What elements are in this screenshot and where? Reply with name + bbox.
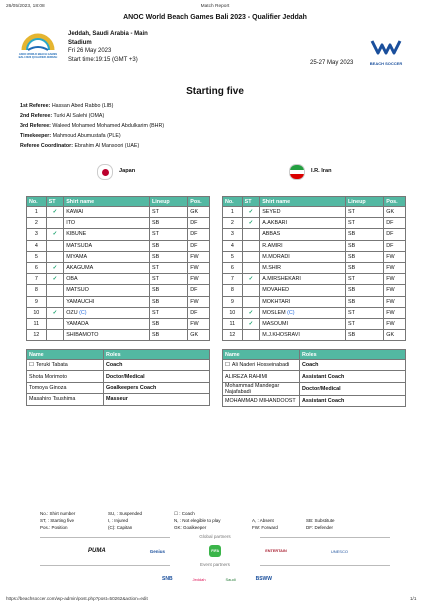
player-number: 3 — [223, 229, 243, 240]
print-page-number: 1/1 — [410, 596, 417, 601]
col-pos: Pos. — [384, 197, 406, 207]
official-row — [27, 371, 210, 382]
official-name: Ali Naderi Hosseinabadi — [231, 362, 290, 369]
official-row — [223, 395, 406, 406]
official-name-cell — [223, 382, 300, 395]
official-name-cell — [223, 360, 300, 371]
player-position: FW — [384, 285, 406, 296]
starting-check-icon — [46, 285, 64, 296]
player-position: FW — [384, 274, 406, 285]
player-position: GK — [188, 330, 210, 341]
player-number: 2 — [27, 218, 47, 229]
referee-line: Referee Coordinator: Ebrahim Al Mansoori (UAE) — [20, 143, 140, 149]
starting-check-icon: ✓ — [242, 274, 260, 285]
home-players-table — [26, 196, 210, 341]
legend-item — [306, 510, 372, 517]
player-position: DF — [384, 229, 406, 240]
official-row — [223, 371, 406, 382]
player-name: OBA — [66, 276, 78, 283]
official-name: ALIREZA RAHIMI — [225, 373, 268, 380]
player-name: KAWAI — [66, 209, 84, 216]
table-row — [223, 251, 406, 262]
table-row — [223, 218, 406, 229]
starting-check-icon — [242, 296, 260, 307]
player-lineup: SB — [150, 218, 188, 229]
print-page-title: Match Report — [200, 4, 230, 9]
legend-row — [40, 524, 372, 531]
legend-item: I, : Injured — [108, 518, 129, 523]
official-role: Assistant Coach — [300, 371, 406, 382]
col-st: ST — [46, 197, 64, 207]
table-row — [223, 274, 406, 285]
player-name-cell — [260, 218, 346, 229]
player-position: GK — [188, 207, 210, 218]
player-name-cell — [64, 274, 150, 285]
official-name-cell — [27, 360, 104, 371]
player-number: 9 — [27, 296, 47, 307]
starting-check-icon — [46, 218, 64, 229]
player-name: M.MORADI — [262, 253, 290, 260]
player-lineup: ST — [150, 307, 188, 318]
home-officials-table — [26, 349, 210, 406]
player-name-cell — [64, 330, 150, 341]
legend-item: A, : Absent — [252, 518, 274, 523]
col-roles: Roles — [104, 350, 210, 360]
player-number: 10 — [223, 307, 243, 318]
player-position: FW — [384, 296, 406, 307]
col-no: No. — [27, 197, 47, 207]
captain-badge: (C) — [79, 309, 87, 316]
player-name-cell — [64, 318, 150, 329]
player-lineup: SB — [346, 330, 384, 341]
unesco-logo: UNESCO — [330, 548, 348, 554]
player-name-cell — [260, 251, 346, 262]
official-role: Assistant Coach — [300, 395, 406, 406]
event-partners-row — [162, 572, 272, 586]
table-row — [27, 218, 210, 229]
table-row — [223, 330, 406, 341]
player-name-cell — [64, 262, 150, 273]
puma-logo: PUMA — [88, 548, 106, 554]
official-row — [223, 360, 406, 371]
player-lineup: SB — [150, 251, 188, 262]
print-datetime: 26/05/2023, 18:08 — [6, 4, 45, 9]
table-row — [27, 307, 210, 318]
table-row — [27, 296, 210, 307]
venue-block — [68, 30, 168, 64]
starting-check-icon: ✓ — [242, 218, 260, 229]
tournament-logo: ANOC WORLD BEACH GAMES BALI 2023 QUALIFIER JEDDAH — [18, 26, 58, 66]
starting-check-icon: ✓ — [46, 229, 64, 240]
player-position: FW — [188, 274, 210, 285]
player-name-cell — [64, 307, 150, 318]
player-name: MIYAMA — [66, 253, 88, 260]
col-shirt: Shirt name — [64, 197, 150, 207]
player-name-cell — [260, 285, 346, 296]
player-name: SEYED — [262, 209, 281, 216]
official-row — [27, 382, 210, 393]
starting-check-icon: ✓ — [242, 307, 260, 318]
col-st: ST — [242, 197, 260, 207]
player-name-cell — [64, 207, 150, 218]
legend-item: N, : Not elegible to play — [174, 518, 221, 523]
player-position: FW — [384, 262, 406, 273]
player-lineup: SB — [150, 318, 188, 329]
player-lineup: ST — [150, 262, 188, 273]
official-name: MOHAMMAD MIHANDOOST — [225, 397, 296, 404]
legend-item: (C): Capitan — [108, 525, 133, 530]
col-no: No. — [223, 197, 243, 207]
player-position: FW — [188, 296, 210, 307]
player-position: DF — [188, 229, 210, 240]
player-number: 11 — [223, 318, 243, 329]
player-number: 8 — [223, 285, 243, 296]
player-position: DF — [188, 218, 210, 229]
player-position: DF — [188, 307, 210, 318]
starting-check-icon: ✓ — [242, 207, 260, 218]
player-name: AKAGUMA — [66, 265, 94, 272]
table-row — [27, 207, 210, 218]
official-row — [223, 382, 406, 395]
official-name-cell — [27, 371, 104, 382]
player-name-cell — [64, 229, 150, 240]
away-officials-table — [222, 349, 406, 407]
player-name-cell — [64, 285, 150, 296]
player-number: 5 — [223, 251, 243, 262]
player-number: 7 — [27, 274, 47, 285]
official-role: Coach — [300, 360, 406, 371]
player-name-cell — [260, 207, 346, 218]
starting-check-icon — [242, 262, 260, 273]
legend-item: Pos.: Position — [40, 525, 68, 530]
player-number: 6 — [223, 262, 243, 273]
player-name: MATSUDA — [66, 242, 93, 249]
player-lineup: ST — [150, 207, 188, 218]
start-time: Start time:19:15 (GMT +3) — [68, 56, 138, 63]
venue: Jeddah, Saudi Arabia - Main Stadium — [68, 31, 148, 46]
date-range: 25-27 May 2023 — [310, 60, 354, 66]
official-name-cell — [27, 394, 104, 405]
player-number: 8 — [27, 285, 47, 296]
table-row — [27, 262, 210, 273]
match-date: Fri 26 May 2023 — [68, 48, 112, 55]
official-role: Coach — [104, 360, 210, 371]
divider — [260, 565, 390, 566]
player-lineup: ST — [346, 274, 384, 285]
legend-item: SU, : Suspended — [108, 511, 143, 516]
official-name: Mohammad Mandegar Najafabadi — [225, 382, 280, 395]
player-name-cell — [260, 330, 346, 341]
table-row — [27, 330, 210, 341]
official-role: Doctor/Medical — [300, 382, 406, 395]
team-away-name: I.R. Iran — [311, 168, 332, 174]
table-row — [223, 318, 406, 329]
starting-check-icon — [242, 251, 260, 262]
referee-line: 2nd Referee: Turki Al Salehi (OMA) — [20, 113, 105, 119]
player-number: 3 — [27, 229, 47, 240]
table-row — [223, 262, 406, 273]
player-name: MOVAHED — [262, 287, 290, 294]
legend-item: ☐ : Coach — [174, 511, 195, 516]
global-partners-row — [88, 544, 348, 558]
player-name-cell — [260, 229, 346, 240]
section-title: Starting five — [186, 86, 244, 97]
player-lineup: SB — [346, 251, 384, 262]
player-name: YAMADA — [66, 320, 89, 327]
japan-flag-icon — [97, 164, 113, 180]
col-name: Name — [27, 350, 104, 360]
player-name: YAMAUCHI — [66, 298, 95, 305]
player-lineup: ST — [346, 207, 384, 218]
player-lineup: ST — [346, 318, 384, 329]
player-lineup: SB — [150, 296, 188, 307]
player-lineup: ST — [150, 229, 188, 240]
player-lineup: SB — [346, 229, 384, 240]
divider — [260, 537, 390, 538]
official-name-cell — [223, 395, 300, 406]
player-position: DF — [188, 285, 210, 296]
coach-icon: ☐ — [225, 362, 230, 369]
player-number: 7 — [223, 274, 243, 285]
player-number: 4 — [223, 240, 243, 251]
table-row — [223, 229, 406, 240]
print-url: https://beachsoccer.com/wp-admin/post.php?post=50262&action=edit — [6, 596, 148, 601]
table-row — [27, 318, 210, 329]
starting-check-icon — [46, 330, 64, 341]
col-lineup: Lineup — [346, 197, 384, 207]
referee-line: 1st Referee: Hassan Abed Rabbo (LIB) — [20, 103, 114, 109]
starting-check-icon — [242, 330, 260, 341]
player-name: MOSLEM — [262, 309, 286, 316]
player-name-cell — [260, 318, 346, 329]
starting-check-icon — [242, 240, 260, 251]
player-lineup: SB — [150, 285, 188, 296]
player-position: DF — [384, 218, 406, 229]
player-position: DF — [384, 240, 406, 251]
legend-item: DF: Defender — [306, 525, 334, 530]
beach-soccer-logo: BEACH SOCCER — [366, 38, 406, 64]
official-name: Masahiro Tsushima — [29, 396, 76, 403]
col-shirt: Shirt name — [260, 197, 346, 207]
away-players-table — [222, 196, 406, 341]
iran-flag-icon — [289, 164, 305, 180]
player-position: FW — [384, 307, 406, 318]
team-home-name: Japan — [119, 168, 136, 174]
player-lineup: SB — [150, 240, 188, 251]
table-row — [223, 207, 406, 218]
player-name: OZU — [66, 309, 78, 316]
player-name-cell — [260, 240, 346, 251]
player-name-cell — [64, 251, 150, 262]
official-name: Teruki Tabata — [35, 362, 68, 369]
legend-item: ST, : Starting five — [40, 518, 75, 523]
player-number: 5 — [27, 251, 47, 262]
legend-item: SB: Substitute — [306, 518, 335, 523]
official-name: Tomoya Ginoza — [29, 384, 67, 391]
entertain-logo: ENTERTAIN — [265, 549, 287, 553]
player-number: 10 — [27, 307, 47, 318]
referees-block — [20, 101, 164, 151]
table-row — [223, 240, 406, 251]
captain-badge: (C) — [287, 309, 295, 316]
official-row — [27, 360, 210, 371]
table-row — [223, 285, 406, 296]
legend-row — [40, 510, 372, 517]
official-role: Masseur — [104, 394, 210, 405]
col-lineup: Lineup — [150, 197, 188, 207]
starting-check-icon — [46, 296, 64, 307]
player-number: 9 — [223, 296, 243, 307]
player-lineup: SB — [346, 240, 384, 251]
player-number: 1 — [223, 207, 243, 218]
player-lineup: SB — [150, 330, 188, 341]
player-name: SHIBAMOTO — [66, 332, 99, 339]
coach-icon: ☐ — [29, 362, 34, 369]
official-role: Goalkeepers Coach — [104, 382, 210, 393]
player-number: 12 — [27, 330, 47, 341]
player-name: MATSUO — [66, 287, 89, 294]
legend-item — [252, 510, 306, 517]
player-name-cell — [260, 262, 346, 273]
official-name-cell — [27, 382, 104, 393]
player-position: GK — [384, 330, 406, 341]
col-pos: Pos. — [188, 197, 210, 207]
player-lineup: SB — [346, 285, 384, 296]
table-row — [223, 296, 406, 307]
table-row — [27, 240, 210, 251]
player-name-cell — [260, 296, 346, 307]
player-position: DF — [188, 240, 210, 251]
starting-check-icon — [46, 318, 64, 329]
player-lineup: ST — [346, 218, 384, 229]
official-role: Doctor/Medical — [104, 371, 210, 382]
player-name: ITO — [66, 220, 76, 227]
player-name-cell — [260, 307, 346, 318]
official-row — [27, 394, 210, 405]
starting-check-icon — [46, 240, 64, 251]
col-roles: Roles — [300, 350, 406, 360]
table-row — [27, 229, 210, 240]
player-number: 6 — [27, 262, 47, 273]
player-name: A.AKBARI — [262, 220, 288, 227]
starting-check-icon: ✓ — [242, 318, 260, 329]
col-name: Name — [223, 350, 300, 360]
player-name-cell — [64, 218, 150, 229]
event-partners-label: Event partners — [200, 562, 230, 567]
player-name: MOKHTARI — [262, 298, 291, 305]
player-number: 4 — [27, 240, 47, 251]
player-number: 11 — [27, 318, 47, 329]
player-lineup: ST — [150, 274, 188, 285]
starting-check-icon: ✓ — [46, 262, 64, 273]
starting-check-icon — [46, 251, 64, 262]
saudi-logo: Saudi — [225, 576, 236, 582]
player-name: KIBUNE — [66, 231, 87, 238]
bsww-logo: BSWW — [255, 576, 272, 582]
player-number: 2 — [223, 218, 243, 229]
genius-logo: Genius — [149, 548, 166, 554]
starting-check-icon: ✓ — [46, 307, 64, 318]
legend-item: FW: Forward — [252, 525, 278, 530]
table-row — [27, 251, 210, 262]
player-position: FW — [188, 262, 210, 273]
player-number: 12 — [223, 330, 243, 341]
table-row — [27, 274, 210, 285]
snb-logo: SNB — [162, 576, 173, 582]
player-name: ABBAS — [262, 231, 281, 238]
legend-item: GK: Goalkeeper — [174, 525, 207, 530]
legend-row — [40, 517, 372, 524]
official-name-cell — [223, 371, 300, 382]
player-position: FW — [384, 251, 406, 262]
player-lineup: ST — [346, 307, 384, 318]
player-name: M.J.KHOSRAVI — [262, 332, 300, 339]
player-name-cell — [260, 274, 346, 285]
table-row — [27, 285, 210, 296]
player-name-cell — [64, 240, 150, 251]
official-name: Shota Morimoto — [29, 373, 68, 380]
table-row — [223, 307, 406, 318]
player-position: FW — [188, 318, 210, 329]
player-name: R.AMIRI — [262, 242, 283, 249]
player-name-cell — [64, 296, 150, 307]
player-position: FW — [188, 251, 210, 262]
player-name: M.SHIR — [262, 265, 282, 272]
player-lineup: SB — [346, 296, 384, 307]
player-number: 1 — [27, 207, 47, 218]
starting-check-icon — [242, 229, 260, 240]
player-position: GK — [384, 207, 406, 218]
starting-check-icon: ✓ — [46, 207, 64, 218]
starting-check-icon — [242, 285, 260, 296]
starting-check-icon: ✓ — [46, 274, 64, 285]
player-position: FW — [384, 318, 406, 329]
player-name: MASOUMI — [262, 320, 288, 327]
referee-line: 3rd Referee: Waleed Mohamed Mohamed Abdulkarim (BHR) — [20, 123, 165, 129]
player-lineup: SB — [346, 262, 384, 273]
legend-item: No.: Shirt number — [40, 511, 76, 516]
player-name: A.MIRSHEKARI — [262, 276, 301, 283]
legend — [40, 510, 372, 531]
global-partners-label: Global partners — [199, 534, 231, 539]
fifa-logo: FIFA — [209, 545, 221, 557]
report-title: ANOC World Beach Games Bali 2023 - Qualifier Jeddah — [123, 14, 307, 21]
jeddah-logo: Jeddah — [192, 576, 206, 582]
referee-line: Timekeeper: Mahmoud Abumustafa (PLE) — [20, 133, 121, 139]
